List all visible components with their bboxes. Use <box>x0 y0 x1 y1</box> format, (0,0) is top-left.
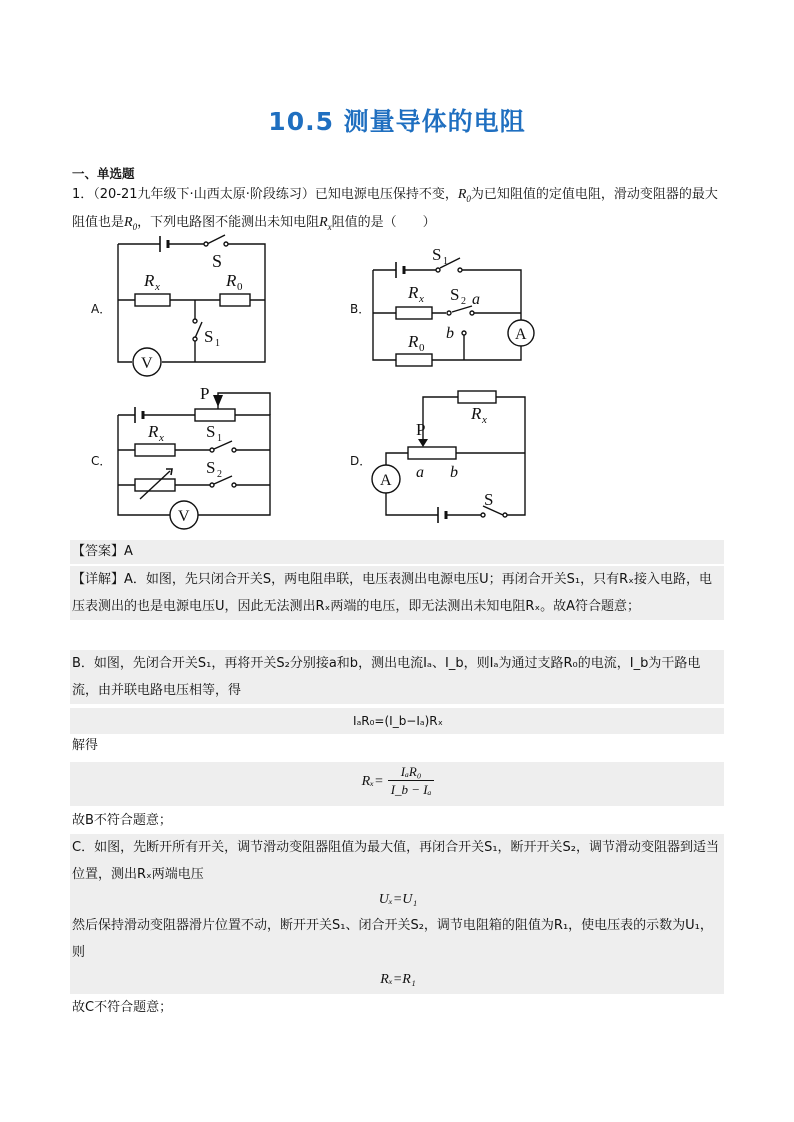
option-a-label: A． <box>91 302 112 316</box>
conclusion-c: 故C不符合题意； <box>72 1000 173 1015</box>
svg-text:V: V <box>141 355 153 372</box>
option-b-label: B． <box>350 302 371 316</box>
conclusion-b: 故B不符合题意； <box>72 813 172 828</box>
section-heading: 一、单选题 <box>72 166 135 181</box>
circuit-c <box>110 385 280 535</box>
svg-text:a: a <box>416 464 424 481</box>
svg-text:0: 0 <box>419 342 425 354</box>
svg-text:x: x <box>419 293 424 305</box>
svg-text:R: R <box>144 271 155 290</box>
label-s2-b: S <box>450 285 460 304</box>
explanation-c: C．如图，先断开所有开关，调节滑动变阻器阻值为最大值，再闭合开关S₁，断开开关S₂，调节滑动变阻器到适当位置，测出Rₓ两端电压 <box>70 834 724 888</box>
fraction-equation: Rₓ= $\frac{\text{IₐR₀}}{\text{I\_b − Iₐ}}$ <box>70 762 724 806</box>
svg-text:x: x <box>155 281 160 293</box>
svg-text:S: S <box>206 422 216 441</box>
label-s: S <box>212 251 223 271</box>
svg-text:x: x <box>159 432 164 444</box>
svg-text:P: P <box>200 384 210 403</box>
svg-text:a: a <box>472 291 480 308</box>
svg-text:A: A <box>380 472 392 489</box>
svg-text:R: R <box>226 271 237 290</box>
circuit-b <box>368 238 548 378</box>
solve-label: 解得 <box>72 738 99 753</box>
svg-text:1: 1 <box>215 338 220 349</box>
svg-text:b: b <box>446 325 454 342</box>
svg-text:V: V <box>178 508 190 525</box>
svg-text:1: 1 <box>443 256 448 267</box>
svg-text:b: b <box>450 464 458 481</box>
question-number: 1． <box>72 187 94 202</box>
explanation-a: 【详解】A．如图，先只闭合开关S，两电阻串联，电压表测出电源电压U；再闭合开关S₁，只有Rₓ接入电路，电压表测出的也是电源电压U，因此无法测出Rₓ两端的电压，即无法测出未知电阻Rₓ。故A符合题意； <box>70 566 724 620</box>
option-d-label: D． <box>350 454 372 468</box>
equation-c2: Rₓ=R₁ <box>70 966 724 994</box>
svg-text:R: R <box>408 283 419 302</box>
equation-b: IₐR₀=(I_b−Iₐ)Rₓ <box>70 708 724 734</box>
svg-text:S: S <box>484 490 494 509</box>
circuit-d <box>368 385 543 525</box>
question-source: （20-21九年级下·山西太原·阶段练习） <box>93 187 315 202</box>
svg-text:R: R <box>408 332 419 351</box>
page-title: 10.5 测量导体的电阻 <box>268 107 526 136</box>
svg-text:0: 0 <box>237 281 243 293</box>
svg-text:P: P <box>416 420 426 439</box>
circuit-a <box>110 232 275 377</box>
svg-text:2: 2 <box>217 469 222 480</box>
label-s1-b: S <box>432 245 442 264</box>
svg-text:R: R <box>148 422 159 441</box>
answer-label: 【答案】A <box>70 540 724 564</box>
explanation-c2: 然后保持滑动变阻器滑片位置不动，断开开关S₁、闭合开关S₂，调节电阻箱的阻值为R₁，使电压表的示数为U₁，则 <box>70 912 724 966</box>
option-c-label: C． <box>91 454 112 468</box>
svg-text:1: 1 <box>217 433 222 444</box>
question-1: 1．（20-21九年级下·山西太原·阶段练习）已知电源电压保持不变，$R_0$为已知阻值的定值电阻，滑动变阻器的最大阻值也是$R_0$，下列电路图不能测出未知电阻$R_x$阻值的是（ ） <box>72 187 718 232</box>
svg-text:R: R <box>471 404 482 423</box>
equation-c1: Uₓ=U₁ <box>70 888 724 912</box>
svg-text:2: 2 <box>461 296 466 307</box>
svg-text:A: A <box>515 326 527 343</box>
explanation-b: B．如图，先闭合开关S₁，再将开关S₂分别接a和b，测出电流Iₐ、I_b，则Iₐ为通过支路R₀的电流，I_b为干路电流，由并联电路电压相等，得 <box>70 650 724 704</box>
label-s1: S <box>204 327 214 346</box>
svg-text:S: S <box>206 458 216 477</box>
svg-text:x: x <box>482 414 487 426</box>
